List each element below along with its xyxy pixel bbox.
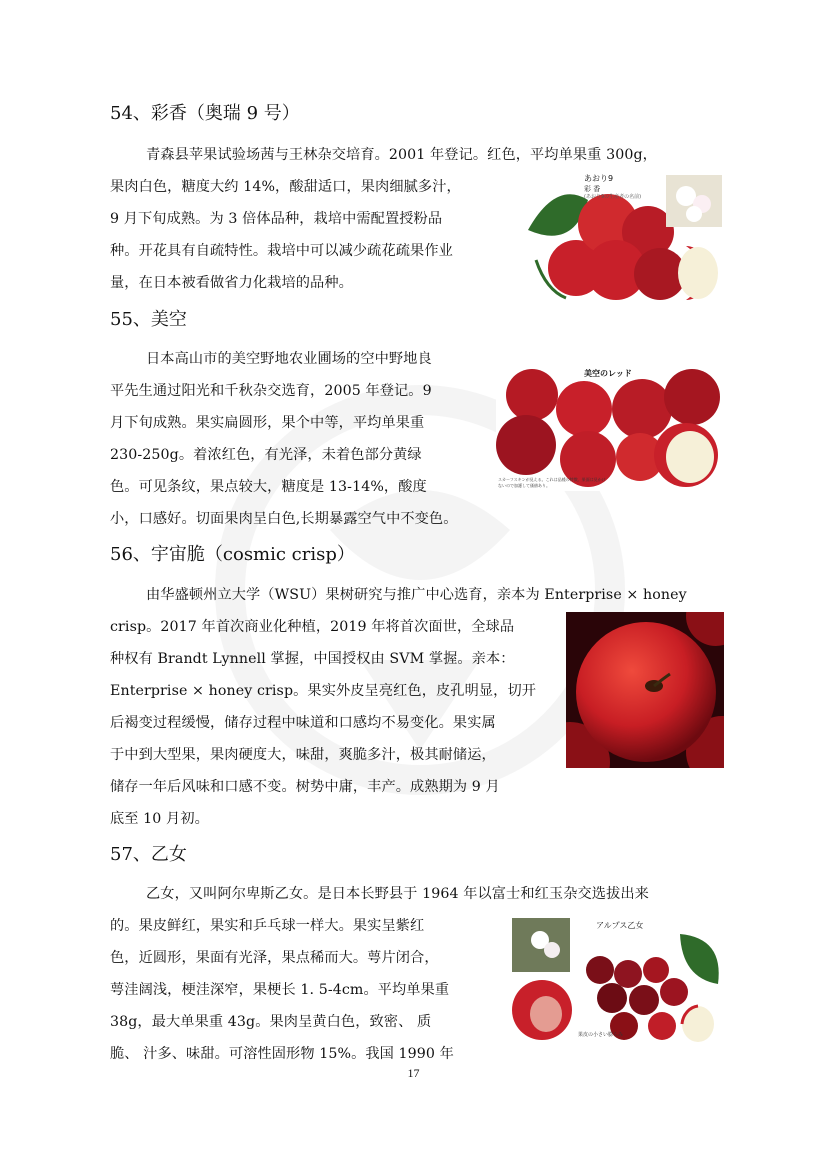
text-line: 230-250g。着浓红色，有光泽，未着色部分黄绿 bbox=[110, 447, 422, 463]
section-heading-56: 56、宇宙脆（cosmic crisp） bbox=[110, 544, 355, 565]
photo-caption-note: スカーフスキンが見える。これは品種の特徴。果面は見かけないので加護して価値あり。 bbox=[498, 477, 606, 488]
text-line: 后褐变过程缓慢，储存过程中味道和口感均不易变化。果实属 bbox=[110, 715, 496, 731]
apple-photo-caika bbox=[526, 170, 724, 304]
text-line: 色。可见条纹，果点较大，糖度是 13-14%，酸度 bbox=[110, 479, 427, 495]
photo-caption-title: 美空のレッド bbox=[584, 369, 632, 378]
text-line: 储存一年后风味和口感不变。树势中庸，丰产。成熟期为 9 月 bbox=[110, 779, 500, 795]
text-line: 萼洼阔浅，梗洼深窄，果梗长 1. 5-4cm。平均单果重 bbox=[110, 982, 450, 998]
text-line: 种权有 Brandt Lynnell 掌握，中国授权由 SVM 掌握。亲本： bbox=[110, 651, 515, 667]
text-line: 月下旬成熟。果实扁圆形，果个中等，平均单果重 bbox=[110, 415, 425, 431]
photo-caption-title: あおり9 bbox=[584, 174, 614, 183]
text-line: crisp。2017 年首次商业化种植，2019 年将首次面世，全球品 bbox=[110, 619, 515, 635]
page-number: 17 bbox=[407, 1066, 420, 1080]
text-line: 的。果皮鲜红，果实和乒乓球一样大。果实呈紫红 bbox=[110, 918, 425, 934]
text-line: 青森县苹果试验场茜与王林杂交培育。2001 年登记。红色，平均单果重 300g， bbox=[146, 147, 657, 163]
section-heading-55: 55、美空 bbox=[110, 309, 187, 330]
text-line: 量，在日本被看做省力化栽培的品种。 bbox=[110, 275, 353, 291]
text-line: 日本高山市的美空野地农业圃场的空中野地良 bbox=[146, 351, 432, 367]
photo-caption-sub: 彩 香 bbox=[584, 185, 601, 193]
section-heading-57: 57、乙女 bbox=[110, 844, 187, 865]
text-line: Enterprise × honey crisp。果实外皮呈亮红色，皮孔明显，切开 bbox=[110, 683, 537, 699]
text-line: 小，口感好。切面果肉呈白色,长期暴露空气中不变色。 bbox=[110, 511, 458, 527]
photo-caption-note: 果皮の小さい膨らみ bbox=[578, 1032, 624, 1038]
section-heading-54: 54、彩香（奥瑞 9 号） bbox=[110, 103, 300, 124]
text-line: 色，近圆形，果面有光泽，果点稀而大。萼片闭合， bbox=[110, 950, 439, 966]
apple-photo-misora bbox=[496, 365, 724, 491]
text-line: 乙女，又叫阿尔卑斯乙女。是日本长野县于 1964 年以富士和红玉杂交选拔出来 bbox=[146, 886, 649, 902]
photo-caption-note: (あおり9の生産者の名前) bbox=[584, 194, 642, 200]
text-line: 种。开花具有自疏特性。栽培中可以减少疏花疏果作业 bbox=[110, 243, 453, 259]
text-line: 脆、 汁多、味甜。可溶性固形物 15%。我国 1990 年 bbox=[110, 1046, 454, 1062]
text-line: 底至 10 月初。 bbox=[110, 811, 209, 827]
apple-photo-otome bbox=[512, 918, 724, 1046]
text-line: 由华盛顿州立大学（WSU）果树研究与推广中心选育，亲本为 Enterprise × honey bbox=[146, 587, 687, 603]
text-line: 平先生通过阳光和千秋杂交选育，2005 年登记。9 bbox=[110, 383, 432, 399]
apple-photo-cosmic-crisp bbox=[566, 612, 724, 768]
text-line: 9 月下旬成熟。为 3 倍体品种，栽培中需配置授粉品 bbox=[110, 211, 443, 227]
text-line: 于中到大型果，果肉硬度大，味甜，爽脆多汁，极其耐储运， bbox=[110, 747, 496, 763]
photo-caption-title: アルプス乙女 bbox=[596, 921, 644, 930]
text-line: 38g，最大单果重 43g。果肉呈黄白色，致密、 质 bbox=[110, 1014, 432, 1030]
text-line: 果肉白色，糖度大约 14%，酸甜适口，果肉细腻多汁， bbox=[110, 179, 461, 195]
